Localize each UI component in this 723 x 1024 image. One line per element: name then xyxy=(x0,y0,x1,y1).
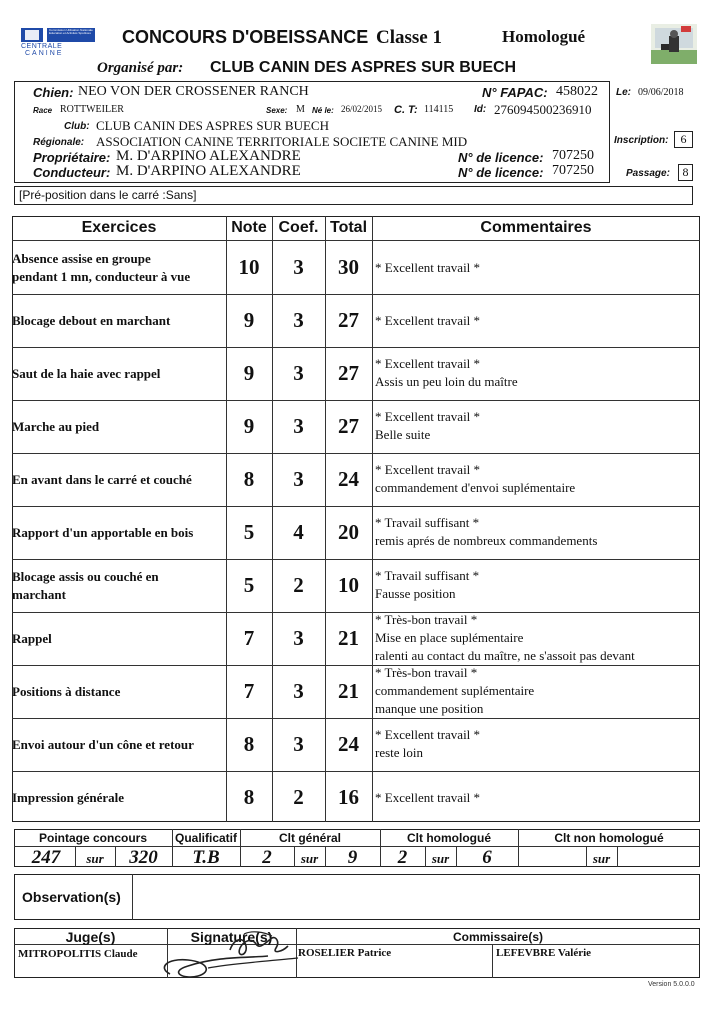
race-value: ROTTWEILER xyxy=(60,104,124,115)
exercise-name xyxy=(12,789,224,807)
row-divider xyxy=(12,347,700,348)
exercise-line: marchant xyxy=(12,587,66,602)
coef-value: 3 xyxy=(293,467,304,491)
dog-name: NEO VON DER CROSSENER RANCH xyxy=(78,84,309,99)
handler-licence-value: 707250 xyxy=(552,163,594,178)
date-value: 09/06/2018 xyxy=(638,87,684,98)
preposition-box: [Pré-position dans le carré :Sans] xyxy=(14,186,693,205)
comment-line: * Excellent travail * xyxy=(375,409,481,424)
comment xyxy=(375,611,705,665)
passage-label: Passage: xyxy=(626,168,670,179)
commissaire-label: Commissaire(s) xyxy=(452,930,544,944)
owner-value: M. D'ARPINO ALEXANDRE xyxy=(116,148,301,164)
coef-value: 3 xyxy=(293,732,304,756)
observation-label: Observation(s) xyxy=(22,889,121,905)
note-value: 8 xyxy=(243,467,255,491)
score-max: 320 xyxy=(129,847,158,868)
exercise-name xyxy=(12,418,224,436)
note-value: 5 xyxy=(243,520,255,544)
exercise-line: Absence assise en groupe xyxy=(12,251,151,266)
race-label: Race xyxy=(33,106,53,115)
comment-line: * Excellent travail * xyxy=(375,727,481,742)
exercise-name xyxy=(12,568,224,604)
qualificatif-label: Qualificatif xyxy=(174,831,237,845)
exercise-line: Marche au pied xyxy=(12,419,100,434)
owner-label: Propriétaire: xyxy=(33,150,111,165)
comment xyxy=(375,461,705,497)
owner-licence-value: 707250 xyxy=(552,148,594,163)
page-title: CONCOURS D'OBEISSANCE xyxy=(122,27,369,47)
logo-small-text: Commission Utilisation Nationale Education et Activités Sportives xyxy=(49,29,93,35)
comment-line: commandement suplémentaire xyxy=(375,683,535,698)
exercise-line: Positions à distance xyxy=(12,684,121,699)
class-label: Classe 1 xyxy=(376,27,442,48)
judge-name: MITROPOLITIS Claude xyxy=(18,948,138,960)
organised-by-label: Organisé par: xyxy=(97,60,184,76)
note-value: 9 xyxy=(243,308,255,332)
comment-line: reste loin xyxy=(375,745,424,760)
exercise-name xyxy=(12,630,224,648)
total-value: 27 xyxy=(338,308,359,332)
owner-licence-label: N° de licence: xyxy=(458,150,544,165)
comment-line: * Très-bon travail * xyxy=(375,665,478,680)
status-label: Homologué xyxy=(502,27,586,46)
commissaire-1: ROSELIER Patrice xyxy=(298,947,392,959)
club-logo-icon xyxy=(651,24,697,64)
club-value: CLUB CANIN DES ASPRES SUR BUECH xyxy=(96,118,329,133)
version-label: Version 5.0.0.0 xyxy=(648,981,695,988)
coef-value: 3 xyxy=(293,626,304,650)
date-label: Le: xyxy=(616,87,631,98)
handler-label: Conducteur: xyxy=(33,165,111,180)
note-value: 8 xyxy=(243,732,255,756)
handler-value: M. D'ARPINO ALEXANDRE xyxy=(116,163,301,179)
summary-col xyxy=(518,829,519,867)
total-value: 21 xyxy=(338,626,359,650)
coef-value: 3 xyxy=(293,414,304,438)
coef-value: 3 xyxy=(293,679,304,703)
fapac-label: N° FAPAC: xyxy=(482,85,548,100)
total-value: 20 xyxy=(338,520,359,544)
row-divider xyxy=(12,506,700,507)
clt-non-homologue-sur: sur xyxy=(592,851,611,866)
comment-line: remis aprés de nombreux commandements xyxy=(375,533,598,548)
row-divider xyxy=(12,771,700,772)
ct-label: C. T: xyxy=(394,104,418,116)
id-label: Id: xyxy=(474,104,487,115)
summary-subcol xyxy=(617,846,618,867)
coef-value: 3 xyxy=(293,361,304,385)
comment xyxy=(375,355,705,391)
comment-line: * Travail suffisant * xyxy=(375,568,480,583)
id-value: 276094500236910 xyxy=(494,102,592,117)
clt-general-label: Clt général xyxy=(278,831,341,845)
exercise-name xyxy=(12,471,224,489)
sex-label: Sexe: xyxy=(266,106,288,115)
row-divider xyxy=(12,294,700,295)
clt-non-homologue-label: Clt non homologué xyxy=(554,831,664,845)
total-value: 24 xyxy=(338,732,359,756)
comment-line: Assis un peu loin du maître xyxy=(375,374,518,389)
total-value: 16 xyxy=(338,785,359,809)
clt-homologue-value: 2 xyxy=(397,847,408,868)
coef-value: 2 xyxy=(293,785,304,809)
exercise-line: Saut de la haie avec rappel xyxy=(12,366,161,381)
inscription-label: Inscription: xyxy=(614,135,669,146)
handwritten-signature xyxy=(148,928,308,984)
born-label: Né le: xyxy=(312,106,334,115)
comment-line: * Excellent travail * xyxy=(375,790,481,805)
logo-line2: CANINE xyxy=(25,50,64,57)
comment xyxy=(375,312,705,330)
comment xyxy=(375,259,705,277)
observation-divider xyxy=(132,874,133,920)
exercise-name xyxy=(12,683,224,701)
exercise-name xyxy=(12,250,224,286)
exercise-line: Impression générale xyxy=(12,790,125,805)
row-divider xyxy=(12,240,700,241)
score-sur: sur xyxy=(86,851,104,866)
comment-line: Mise en place suplémentaire xyxy=(375,630,524,645)
row-divider xyxy=(12,559,700,560)
row-divider xyxy=(12,718,700,719)
clt-general-of: 9 xyxy=(347,847,358,868)
note-value: 7 xyxy=(243,626,255,650)
comment-line: ralenti au contact du maître, ne s'assoit pas devant xyxy=(375,648,635,663)
score-value: 247 xyxy=(31,847,61,868)
comment-line: * Excellent travail * xyxy=(375,313,481,328)
coef-value: 2 xyxy=(293,573,304,597)
total-value: 27 xyxy=(338,414,359,438)
exercise-name xyxy=(12,736,224,754)
total-value: 10 xyxy=(338,573,359,597)
col-divider xyxy=(372,216,373,822)
comment xyxy=(375,408,705,444)
coef-value: 3 xyxy=(293,308,304,332)
comment-line: commandement d'envoi suplémentaire xyxy=(375,480,576,495)
club-logo-image xyxy=(651,24,697,64)
clt-general-value: 2 xyxy=(262,847,272,868)
comment-line: * Excellent travail * xyxy=(375,462,481,477)
header-note: Note xyxy=(231,219,267,236)
pointage-label: Pointage concours xyxy=(38,831,148,845)
exercise-line: Rapport d'un apportable en bois xyxy=(12,525,194,540)
comment-line: manque une position xyxy=(375,701,484,716)
regional-label: Régionale: xyxy=(33,137,85,148)
logo xyxy=(19,26,99,58)
clt-homologue-sur: sur xyxy=(431,851,450,866)
comment xyxy=(375,567,705,603)
note-value: 10 xyxy=(238,255,260,279)
total-value: 21 xyxy=(338,679,359,703)
club-label: Club: xyxy=(64,121,90,132)
total-value: 30 xyxy=(338,255,359,279)
note-value: 8 xyxy=(243,785,255,809)
header-coef: Coef. xyxy=(278,219,319,236)
comment xyxy=(375,789,705,807)
header-total: Total xyxy=(329,219,368,236)
born-value: 26/02/2015 xyxy=(341,104,383,114)
exercise-name xyxy=(12,524,224,542)
comment xyxy=(375,664,705,718)
fapac-value: 458022 xyxy=(556,84,598,99)
comment-line: * Excellent travail * xyxy=(375,260,481,275)
dog-name-label: Chien: xyxy=(33,85,74,100)
judge-label: Juge(s) xyxy=(65,929,116,945)
organised-by-value: CLUB CANIN DES ASPRES SUR BUECH xyxy=(210,59,517,76)
coef-value: 3 xyxy=(293,255,304,279)
regional-value: ASSOCIATION CANINE TERRITORIALE SOCIETE CANINE MID xyxy=(96,134,468,149)
passage-value: 8 xyxy=(678,164,693,181)
header-exercices: Exercices xyxy=(81,219,157,236)
clt-general-sur: sur xyxy=(300,851,319,866)
exercise-line: Blocage assis ou couché en xyxy=(12,569,159,584)
inscription-value: 6 xyxy=(674,131,693,148)
qualificatif-value: T.B xyxy=(192,847,220,868)
signature-label: Signature(s) xyxy=(190,929,273,945)
clt-homologue-label: Clt homologué xyxy=(407,831,491,845)
exercise-line: Blocage debout en marchant xyxy=(12,313,171,328)
total-value: 27 xyxy=(338,361,359,385)
note-value: 9 xyxy=(243,414,255,438)
exercise-name xyxy=(12,365,224,383)
exercise-line: pendant 1 mn, conducteur à vue xyxy=(12,269,191,284)
ct-value: 114115 xyxy=(424,104,454,115)
exercise-name xyxy=(12,312,224,330)
total-value: 24 xyxy=(338,467,359,491)
clt-homologue-of: 6 xyxy=(482,847,492,868)
comment-line: * Très-bon travail * xyxy=(375,612,478,627)
comment xyxy=(375,726,705,762)
comment-line: * Excellent travail * xyxy=(375,356,481,371)
signature-icon xyxy=(148,928,308,984)
note-value: 7 xyxy=(243,679,255,703)
note-value: 9 xyxy=(243,361,255,385)
comment-line: Fausse position xyxy=(375,586,456,601)
row-divider xyxy=(12,453,700,454)
sex-value: M xyxy=(296,104,305,115)
comment-line: * Travail suffisant * xyxy=(375,515,480,530)
comment-line: Belle suite xyxy=(375,427,431,442)
exercise-line: Envoi autour d'un cône et retour xyxy=(12,737,194,752)
note-value: 5 xyxy=(243,573,255,597)
exercise-line: Rappel xyxy=(12,631,52,646)
handler-licence-label: N° de licence: xyxy=(458,165,544,180)
row-divider xyxy=(12,400,700,401)
comment xyxy=(375,514,705,550)
coef-value: 4 xyxy=(293,520,304,544)
exercise-line: En avant dans le carré et couché xyxy=(12,472,192,487)
header-commentaires: Commentaires xyxy=(480,219,592,236)
commissaire-2: LEFEVBRE Valérie xyxy=(496,947,592,959)
logo-line1: CENTRALE xyxy=(21,43,63,50)
footer-col xyxy=(492,944,493,978)
